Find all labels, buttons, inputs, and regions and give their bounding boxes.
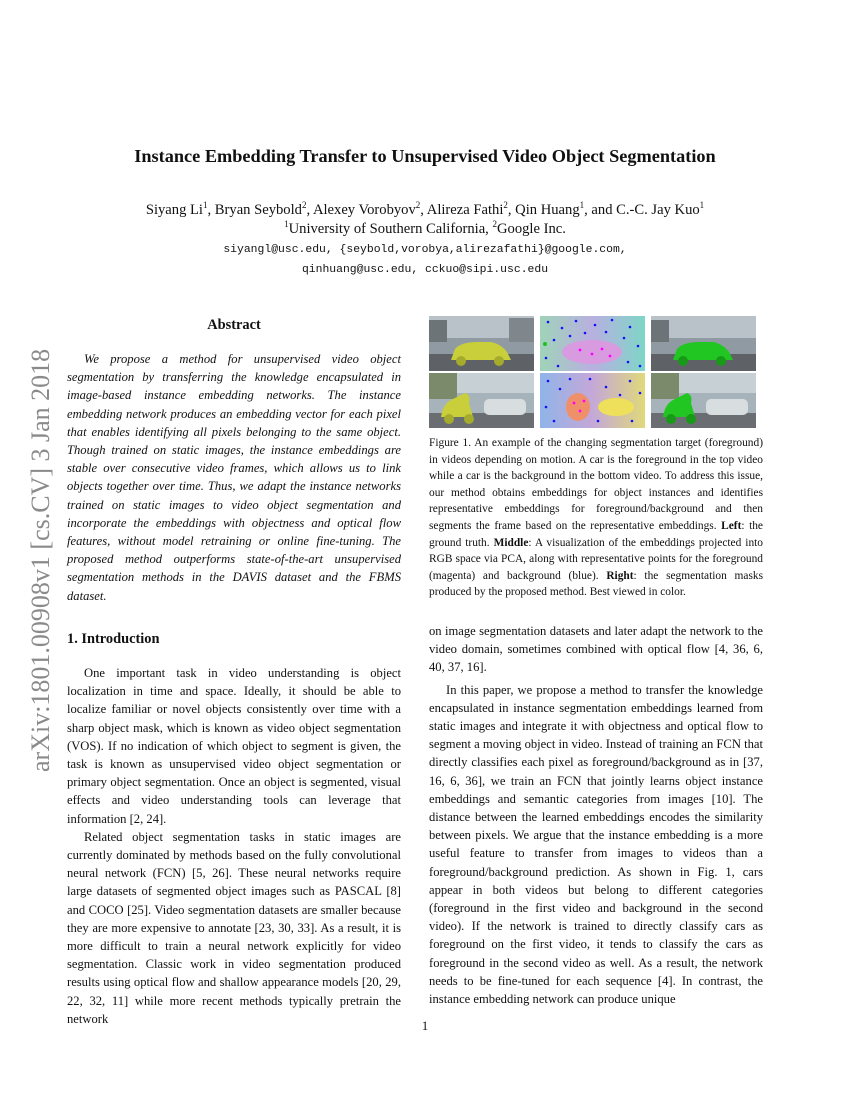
author: Siyang Li xyxy=(145,202,203,218)
figure-1-mask-top xyxy=(651,316,756,371)
author-emails-line-1: siyangl@usc.edu, {seybold,vorobya,alirezafathi}@google.com, xyxy=(223,244,627,256)
arxiv-stamp: arXiv:1801.00908v1 [cs.CV] 3 Jan 2018 xyxy=(26,348,55,772)
affiliation-mark: 1 xyxy=(284,219,289,229)
introduction-section xyxy=(67,631,401,1028)
figure-1-mask-bottom xyxy=(651,373,756,428)
figure-1-ground-truth-bottom xyxy=(429,373,534,428)
author: Qin Huang xyxy=(515,202,580,218)
affiliation-mark: 2 xyxy=(415,200,421,210)
affiliations xyxy=(0,220,850,239)
caption-middle-label: Middle xyxy=(493,536,529,549)
affiliation-mark: 1 xyxy=(579,200,585,210)
body-paragraph: In this paper, we propose a method to transfer the knowledge encapsulated in instance segmentation embeddings learned from static images and integrate it with objectness and optical flow to segment a moving object in video. Instead of training an FCN that directly classifies each pixel as foreground/background as in [37, 16, 6, 36], we train an FCN that jointly learns object instance embeddings and semantic categories from images [10]. The distance between the learned embeddings encodes the similarity between pixels. We argue that the instance embedding is a more useful feature to transfer from images to videos than a foreground/background prediction. As shown in Fig. 1, cars appear in both videos but belong to different categories (foreground in the first video and background in the second video). If the network is trained to directly classify cars as foreground on the first video, it tends to classify the cars as foreground in the second video as well. As a result, the network needs to be fine-tuned for each sequence [4]. In contrast, the instance embedding network can produce unique xyxy=(429,682,763,1007)
author: Alexey Vorobyov xyxy=(312,202,416,218)
abstract-text: We propose a method for unsupervised video object segmentation by transferring the knowledge encapsulated in image-based instance embedding networks. The instance embedding network produces an embedding vector for each pixel that enables identifying all pixels belonging to the same object. Though trained on static images, the instance embeddings are stable over consecutive video frames, which allows us to link objects together over time. Thus, we adapt the instance networks trained on static images to video object segmentation and incorporate the embeddings with objectness and optical flow features, without model retraining or online fine-tuning. The proposed method outperforms state-of-the-art unsupervised segmentation methods in the DAVIS dataset and the FBMS dataset. xyxy=(67,352,401,603)
author: Bryan Seybold xyxy=(214,202,302,218)
figure-1-embedding-bottom xyxy=(540,373,645,428)
caption-text: : the segmentation masks produced by the proposed method. Best viewed in color. xyxy=(429,569,764,599)
intro-paragraph-2: Related object segmentation tasks in static images are currently dominated by methods based on the fully convolutional neural network (FCN) [5, 26]. These neural networks require large datasets of segmented object images such as PASCAL [8] and COCO [25]. Video segmentation datasets are smaller because they are more expensive to annotate [23, 30, 33]. As a result, it is more difficult to train a neural network explicitly for video segmentation. Classic work in video segmentation produced results using optical flow and shallow appearance models [20, 29, 22, 32, 11] while more recent methods typically pretrain the network xyxy=(67,829,401,1026)
right-column-body xyxy=(429,622,763,1008)
introduction-heading: 1. Introduction xyxy=(67,631,160,647)
page-number: 1 xyxy=(421,1019,429,1033)
figure-1-ground-truth-top xyxy=(429,316,534,371)
paper-title: Instance Embedding Transfer to Unsupervised Video Object Segmentation xyxy=(134,146,716,166)
affiliation-mark: 1 xyxy=(203,200,208,210)
author-names: Siyang Li$^1$, Bryan Seybold$^2$, Alexey Vorobyov$^2$, Alireza Fathi$^2$, Qin Huang$^1$, and C.-C. Jay Kuo$^1$ xyxy=(145,200,705,218)
caption-text: : A visualization of the embeddings projected into RGB space via PCA, along with representative points for the foreground (magenta) and background (blue). xyxy=(429,536,763,582)
caption-left-label: Left xyxy=(721,519,742,532)
figure-1-caption xyxy=(429,435,763,601)
author-list xyxy=(0,201,850,239)
abstract-section xyxy=(67,317,401,605)
figure-1 xyxy=(429,316,756,428)
affiliation-mark: 2 xyxy=(492,219,497,229)
affiliation-mark: 2 xyxy=(301,200,307,210)
affiliation-mark: 1 xyxy=(699,200,705,210)
author: C.-C. Jay Kuo xyxy=(616,202,700,218)
affiliation-1: University of Southern California, xyxy=(288,221,493,237)
caption-text: : the ground truth. xyxy=(429,519,763,549)
affiliation-2: Google Inc. xyxy=(496,221,566,237)
caption-right-label: Right xyxy=(606,569,634,582)
intro-paragraph-1: One important task in video understanding is object localization in time and space. Ideally, it should be able to localize familiar or novel objects consistently over time with a sharp object mask, which is known as video object segmentation (VOS). If no indication of which object to segment is given, the task is known as unsupervised video object segmentation or primary object segmentation. Once an object is segmented, visual effects and video understanding tools can leverage that information [2, 24]. xyxy=(67,666,401,826)
figure-1-embedding-top xyxy=(540,316,645,371)
affiliation-mark: 2 xyxy=(503,200,508,210)
caption-text: Figure 1. An example of the changing segmentation target (foreground) in videos depending on motion. A car is the foreground in the top video while a car is the background in the bottom video. To address this issue, our method obtains embeddings for object instances and identifies representative embeddings for foreground/background and then segments the frame based on the representative embeddings. xyxy=(429,437,763,532)
author: Alireza Fathi xyxy=(426,202,504,218)
body-paragraph-continued: on image segmentation datasets and later adapt the network to the video domain, sometimes combined with optical flow [4, 36, 6, 40, 37, 16]. xyxy=(429,624,763,675)
abstract-heading: Abstract xyxy=(207,317,261,333)
author-emails-line-2: qinhuang@usc.edu, cckuo@sipi.usc.edu xyxy=(301,264,549,276)
